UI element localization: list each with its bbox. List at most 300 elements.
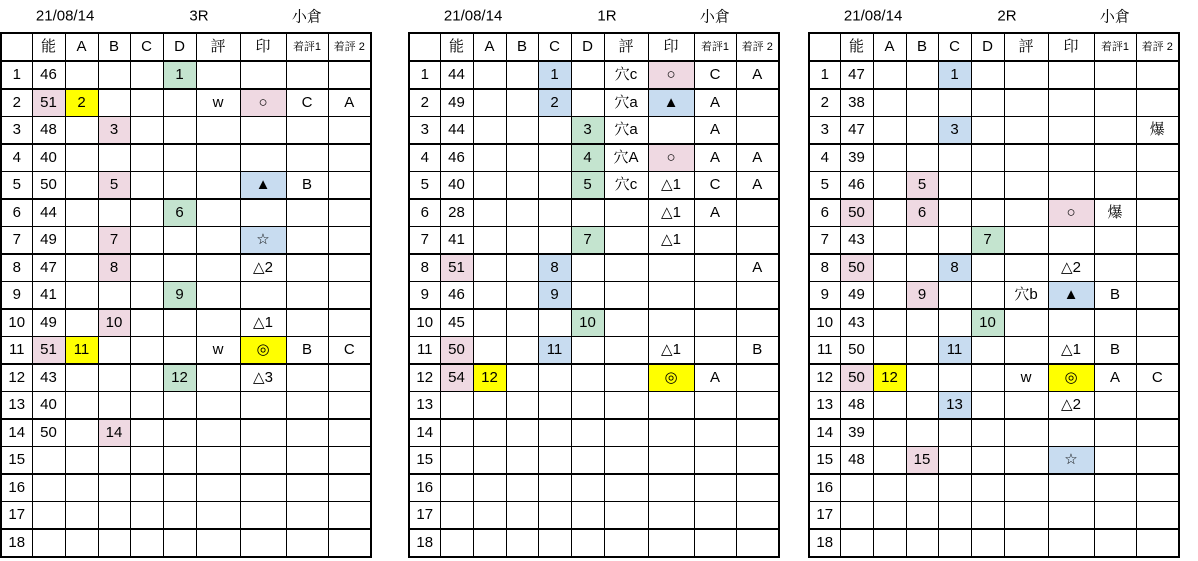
grid-cell-chakuhyo2[interactable]: C xyxy=(1136,364,1179,392)
grid-cell-d[interactable] xyxy=(163,392,196,420)
grid-cell-a[interactable] xyxy=(873,61,906,89)
grid-cell-chakuhyo1[interactable] xyxy=(286,309,328,337)
column-header-nou[interactable]: 能 xyxy=(440,33,473,61)
grid-cell-a[interactable] xyxy=(873,89,906,117)
grid-cell-nou[interactable]: 28 xyxy=(440,199,473,227)
grid-cell-chakuhyo2[interactable] xyxy=(328,502,371,530)
row-number-cell[interactable]: 13 xyxy=(809,392,840,420)
grid-cell-nou[interactable]: 41 xyxy=(440,227,473,255)
grid-cell-in[interactable] xyxy=(240,419,286,447)
grid-cell-a[interactable] xyxy=(65,529,98,557)
grid-cell-d[interactable]: 12 xyxy=(163,364,196,392)
grid-cell-c[interactable] xyxy=(130,89,163,117)
grid-cell-in[interactable] xyxy=(1048,309,1094,337)
grid-cell-nou[interactable]: 46 xyxy=(440,144,473,172)
grid-cell-c[interactable] xyxy=(938,282,971,310)
row-number-cell[interactable]: 18 xyxy=(809,529,840,557)
column-header-b[interactable]: B xyxy=(98,33,130,61)
grid-cell-hyo[interactable]: w xyxy=(196,337,240,365)
grid-cell-nou[interactable]: 51 xyxy=(32,89,65,117)
grid-cell-b[interactable] xyxy=(506,144,538,172)
column-header-hyo[interactable]: 評 xyxy=(604,33,648,61)
grid-cell-c[interactable] xyxy=(938,309,971,337)
grid-cell-in[interactable] xyxy=(1048,117,1094,145)
grid-cell-a[interactable] xyxy=(65,61,98,89)
grid-cell-in[interactable]: △1 xyxy=(240,309,286,337)
grid-cell-b[interactable]: 14 xyxy=(98,419,130,447)
grid-cell-in[interactable] xyxy=(1048,502,1094,530)
grid-cell-chakuhyo2[interactable] xyxy=(736,199,779,227)
grid-cell-c[interactable] xyxy=(130,447,163,475)
grid-cell-d[interactable] xyxy=(163,172,196,200)
row-number-cell[interactable]: 11 xyxy=(809,337,840,365)
row-number-cell[interactable]: 13 xyxy=(409,392,440,420)
grid-cell-hyo[interactable] xyxy=(196,392,240,420)
grid-cell-hyo[interactable] xyxy=(1004,144,1048,172)
row-number-cell[interactable]: 17 xyxy=(809,502,840,530)
grid-cell-d[interactable] xyxy=(163,227,196,255)
grid-cell-b[interactable] xyxy=(906,89,938,117)
grid-cell-in[interactable]: ☆ xyxy=(1048,447,1094,475)
grid-cell-b[interactable] xyxy=(906,61,938,89)
grid-cell-d[interactable] xyxy=(971,337,1004,365)
grid-cell-nou[interactable] xyxy=(440,392,473,420)
grid-cell-hyo[interactable] xyxy=(1004,474,1048,502)
grid-cell-b[interactable] xyxy=(506,199,538,227)
row-number-cell[interactable]: 10 xyxy=(409,309,440,337)
grid-cell-in[interactable]: ▲ xyxy=(648,89,694,117)
race-venue[interactable]: 小倉 xyxy=(291,8,322,26)
grid-cell-chakuhyo1[interactable]: 爆 xyxy=(1094,199,1136,227)
grid-cell-chakuhyo2[interactable]: A xyxy=(736,144,779,172)
row-number-cell[interactable]: 14 xyxy=(809,419,840,447)
grid-cell-d[interactable]: 5 xyxy=(571,172,604,200)
row-number-cell[interactable]: 6 xyxy=(409,199,440,227)
grid-cell-hyo[interactable] xyxy=(604,337,648,365)
grid-cell-c[interactable] xyxy=(130,337,163,365)
grid-cell-chakuhyo1[interactable] xyxy=(1094,474,1136,502)
grid-cell-nou[interactable]: 50 xyxy=(840,199,873,227)
grid-cell-in[interactable] xyxy=(1048,144,1094,172)
grid-cell-a[interactable] xyxy=(473,337,506,365)
grid-cell-chakuhyo1[interactable] xyxy=(286,419,328,447)
column-header-c[interactable]: C xyxy=(130,33,163,61)
grid-cell-chakuhyo1[interactable] xyxy=(286,144,328,172)
grid-cell-hyo[interactable]: 穴c xyxy=(604,172,648,200)
grid-cell-chakuhyo1[interactable] xyxy=(694,254,736,282)
grid-cell-nou[interactable]: 43 xyxy=(32,364,65,392)
grid-cell-b[interactable] xyxy=(906,144,938,172)
grid-cell-a[interactable] xyxy=(65,309,98,337)
row-number-cell[interactable]: 6 xyxy=(1,199,32,227)
grid-cell-a[interactable] xyxy=(65,117,98,145)
grid-cell-in[interactable]: ◎ xyxy=(1048,364,1094,392)
grid-cell-b[interactable] xyxy=(98,502,130,530)
grid-cell-nou[interactable]: 50 xyxy=(440,337,473,365)
grid-cell-b[interactable] xyxy=(506,309,538,337)
grid-cell-in[interactable] xyxy=(1048,529,1094,557)
grid-cell-b[interactable] xyxy=(98,364,130,392)
grid-cell-a[interactable] xyxy=(473,89,506,117)
row-number-cell[interactable]: 17 xyxy=(409,502,440,530)
grid-cell-chakuhyo1[interactable] xyxy=(1094,172,1136,200)
grid-cell-a[interactable] xyxy=(65,199,98,227)
column-header-d[interactable]: D xyxy=(163,33,196,61)
grid-cell-chakuhyo2[interactable] xyxy=(1136,282,1179,310)
grid-cell-a[interactable] xyxy=(473,61,506,89)
grid-cell-d[interactable] xyxy=(163,89,196,117)
grid-cell-chakuhyo2[interactable] xyxy=(328,61,371,89)
column-header-a[interactable]: A xyxy=(873,33,906,61)
grid-cell-c[interactable] xyxy=(938,89,971,117)
column-header-a[interactable]: A xyxy=(473,33,506,61)
grid-cell-b[interactable]: 5 xyxy=(906,172,938,200)
grid-cell-hyo[interactable]: 穴b xyxy=(1004,282,1048,310)
grid-cell-d[interactable] xyxy=(571,337,604,365)
grid-cell-d[interactable] xyxy=(571,502,604,530)
grid-cell-c[interactable]: 11 xyxy=(938,337,971,365)
row-number-cell[interactable]: 1 xyxy=(409,61,440,89)
grid-cell-b[interactable] xyxy=(506,172,538,200)
grid-cell-nou[interactable] xyxy=(32,447,65,475)
grid-cell-nou[interactable]: 50 xyxy=(840,364,873,392)
grid-cell-hyo[interactable] xyxy=(1004,117,1048,145)
grid-cell-nou[interactable]: 50 xyxy=(840,337,873,365)
grid-cell-chakuhyo1[interactable] xyxy=(694,447,736,475)
grid-cell-d[interactable] xyxy=(163,502,196,530)
row-number-cell[interactable]: 12 xyxy=(1,364,32,392)
grid-cell-a[interactable] xyxy=(473,502,506,530)
row-number-cell[interactable]: 4 xyxy=(1,144,32,172)
grid-cell-d[interactable] xyxy=(571,447,604,475)
grid-cell-c[interactable] xyxy=(538,309,571,337)
grid-cell-nou[interactable]: 44 xyxy=(440,61,473,89)
row-number-cell[interactable]: 4 xyxy=(809,144,840,172)
grid-cell-nou[interactable]: 39 xyxy=(840,419,873,447)
grid-cell-d[interactable] xyxy=(571,364,604,392)
grid-cell-d[interactable] xyxy=(971,61,1004,89)
grid-cell-chakuhyo2[interactable] xyxy=(328,172,371,200)
grid-cell-c[interactable] xyxy=(538,474,571,502)
grid-cell-chakuhyo1[interactable] xyxy=(694,474,736,502)
column-header-in[interactable]: 印 xyxy=(1048,33,1094,61)
grid-cell-d[interactable] xyxy=(971,447,1004,475)
column-header-row-number[interactable] xyxy=(1,33,32,61)
grid-cell-chakuhyo2[interactable] xyxy=(328,282,371,310)
grid-cell-a[interactable] xyxy=(473,447,506,475)
grid-cell-b[interactable] xyxy=(906,502,938,530)
row-number-cell[interactable]: 12 xyxy=(809,364,840,392)
grid-cell-in[interactable] xyxy=(648,529,694,557)
grid-cell-nou[interactable]: 50 xyxy=(32,419,65,447)
grid-cell-a[interactable] xyxy=(65,502,98,530)
grid-cell-chakuhyo2[interactable] xyxy=(736,364,779,392)
grid-cell-chakuhyo1[interactable]: A xyxy=(1094,364,1136,392)
grid-cell-b[interactable] xyxy=(506,61,538,89)
grid-cell-nou[interactable]: 46 xyxy=(840,172,873,200)
grid-cell-nou[interactable] xyxy=(440,447,473,475)
grid-cell-b[interactable] xyxy=(906,309,938,337)
grid-cell-d[interactable] xyxy=(163,419,196,447)
grid-cell-a[interactable] xyxy=(873,172,906,200)
grid-cell-chakuhyo1[interactable]: B xyxy=(1094,282,1136,310)
grid-cell-a[interactable] xyxy=(873,309,906,337)
grid-cell-b[interactable] xyxy=(506,282,538,310)
grid-cell-in[interactable]: ◎ xyxy=(648,364,694,392)
grid-cell-d[interactable] xyxy=(971,364,1004,392)
grid-cell-c[interactable] xyxy=(130,419,163,447)
grid-cell-chakuhyo2[interactable] xyxy=(328,117,371,145)
grid-cell-a[interactable] xyxy=(473,419,506,447)
grid-cell-in[interactable] xyxy=(240,474,286,502)
grid-cell-chakuhyo2[interactable] xyxy=(736,117,779,145)
grid-cell-hyo[interactable] xyxy=(1004,61,1048,89)
grid-cell-b[interactable] xyxy=(98,89,130,117)
grid-cell-nou[interactable]: 50 xyxy=(32,172,65,200)
grid-cell-c[interactable] xyxy=(130,392,163,420)
grid-cell-c[interactable] xyxy=(130,61,163,89)
grid-cell-c[interactable] xyxy=(538,419,571,447)
grid-cell-chakuhyo2[interactable] xyxy=(1136,419,1179,447)
grid-cell-hyo[interactable] xyxy=(196,61,240,89)
column-header-nou[interactable]: 能 xyxy=(32,33,65,61)
grid-cell-d[interactable] xyxy=(971,474,1004,502)
grid-cell-c[interactable]: 11 xyxy=(538,337,571,365)
grid-cell-d[interactable] xyxy=(571,529,604,557)
grid-cell-in[interactable]: ○ xyxy=(240,89,286,117)
grid-cell-c[interactable] xyxy=(938,364,971,392)
grid-cell-nou[interactable]: 47 xyxy=(840,61,873,89)
grid-cell-a[interactable] xyxy=(473,529,506,557)
column-header-chakuhyo2[interactable]: 着評 2 xyxy=(736,33,779,61)
column-header-chakuhyo1[interactable]: 着評1 xyxy=(286,33,328,61)
grid-cell-c[interactable]: 2 xyxy=(538,89,571,117)
grid-cell-chakuhyo1[interactable]: A xyxy=(694,199,736,227)
grid-cell-d[interactable] xyxy=(971,144,1004,172)
grid-cell-in[interactable]: △2 xyxy=(240,254,286,282)
grid-cell-hyo[interactable]: 穴A xyxy=(604,144,648,172)
grid-cell-a[interactable]: 11 xyxy=(65,337,98,365)
grid-cell-d[interactable] xyxy=(163,529,196,557)
grid-cell-b[interactable]: 10 xyxy=(98,309,130,337)
grid-cell-b[interactable] xyxy=(906,337,938,365)
row-number-cell[interactable]: 13 xyxy=(1,392,32,420)
grid-cell-b[interactable] xyxy=(506,337,538,365)
grid-cell-chakuhyo1[interactable] xyxy=(1094,227,1136,255)
grid-cell-chakuhyo2[interactable] xyxy=(1136,254,1179,282)
grid-cell-d[interactable] xyxy=(163,337,196,365)
grid-cell-d[interactable] xyxy=(971,117,1004,145)
grid-cell-hyo[interactable] xyxy=(604,502,648,530)
grid-cell-d[interactable] xyxy=(163,254,196,282)
grid-cell-chakuhyo2[interactable] xyxy=(1136,392,1179,420)
grid-cell-nou[interactable]: 38 xyxy=(840,89,873,117)
grid-cell-chakuhyo1[interactable] xyxy=(286,227,328,255)
race-number[interactable]: 2R xyxy=(997,7,1017,25)
grid-cell-in[interactable] xyxy=(1048,419,1094,447)
race-date[interactable]: 21/08/14 xyxy=(35,7,95,25)
grid-cell-a[interactable] xyxy=(473,282,506,310)
grid-cell-b[interactable] xyxy=(506,392,538,420)
grid-cell-a[interactable] xyxy=(873,117,906,145)
grid-cell-hyo[interactable] xyxy=(1004,419,1048,447)
grid-cell-hyo[interactable] xyxy=(196,199,240,227)
grid-cell-nou[interactable] xyxy=(32,502,65,530)
row-number-cell[interactable]: 2 xyxy=(809,89,840,117)
grid-cell-chakuhyo1[interactable] xyxy=(286,364,328,392)
grid-cell-chakuhyo1[interactable] xyxy=(694,392,736,420)
grid-cell-hyo[interactable] xyxy=(604,419,648,447)
row-number-cell[interactable]: 1 xyxy=(809,61,840,89)
row-number-cell[interactable]: 2 xyxy=(1,89,32,117)
grid-cell-b[interactable] xyxy=(98,199,130,227)
grid-cell-d[interactable]: 7 xyxy=(971,227,1004,255)
grid-cell-c[interactable] xyxy=(938,474,971,502)
row-number-cell[interactable]: 11 xyxy=(409,337,440,365)
grid-cell-in[interactable]: ○ xyxy=(648,144,694,172)
row-number-cell[interactable]: 5 xyxy=(409,172,440,200)
grid-cell-b[interactable]: 9 xyxy=(906,282,938,310)
grid-cell-a[interactable] xyxy=(873,529,906,557)
grid-cell-chakuhyo1[interactable] xyxy=(286,392,328,420)
grid-cell-hyo[interactable] xyxy=(196,144,240,172)
grid-cell-hyo[interactable]: w xyxy=(196,89,240,117)
grid-cell-hyo[interactable]: 穴a xyxy=(604,117,648,145)
grid-cell-in[interactable] xyxy=(240,502,286,530)
grid-cell-b[interactable] xyxy=(906,227,938,255)
row-number-cell[interactable]: 8 xyxy=(409,254,440,282)
grid-cell-in[interactable]: △1 xyxy=(1048,337,1094,365)
grid-cell-d[interactable] xyxy=(571,392,604,420)
row-number-cell[interactable]: 16 xyxy=(809,474,840,502)
grid-cell-chakuhyo2[interactable] xyxy=(328,254,371,282)
grid-cell-chakuhyo1[interactable] xyxy=(1094,419,1136,447)
column-header-hyo[interactable]: 評 xyxy=(196,33,240,61)
grid-cell-hyo[interactable] xyxy=(604,309,648,337)
column-header-chakuhyo2[interactable]: 着評 2 xyxy=(1136,33,1179,61)
grid-cell-d[interactable]: 9 xyxy=(163,282,196,310)
grid-cell-a[interactable] xyxy=(473,309,506,337)
grid-cell-hyo[interactable] xyxy=(604,392,648,420)
race-venue[interactable]: 小倉 xyxy=(1099,8,1130,26)
grid-cell-chakuhyo1[interactable]: B xyxy=(1094,337,1136,365)
grid-cell-a[interactable] xyxy=(65,364,98,392)
grid-cell-a[interactable] xyxy=(65,144,98,172)
grid-cell-a[interactable] xyxy=(473,474,506,502)
grid-cell-chakuhyo1[interactable]: B xyxy=(286,172,328,200)
grid-cell-chakuhyo1[interactable] xyxy=(286,502,328,530)
grid-cell-nou[interactable]: 48 xyxy=(840,392,873,420)
grid-cell-a[interactable] xyxy=(473,117,506,145)
grid-cell-b[interactable] xyxy=(506,117,538,145)
grid-cell-b[interactable] xyxy=(506,254,538,282)
grid-cell-hyo[interactable] xyxy=(196,309,240,337)
row-number-cell[interactable]: 14 xyxy=(1,419,32,447)
race-date[interactable]: 21/08/14 xyxy=(843,7,903,25)
grid-cell-b[interactable] xyxy=(506,364,538,392)
column-header-c[interactable]: C xyxy=(938,33,971,61)
grid-cell-d[interactable] xyxy=(571,419,604,447)
grid-cell-chakuhyo1[interactable] xyxy=(1094,89,1136,117)
grid-cell-chakuhyo1[interactable]: C xyxy=(286,89,328,117)
row-number-cell[interactable]: 12 xyxy=(409,364,440,392)
grid-cell-nou[interactable] xyxy=(840,474,873,502)
grid-cell-hyo[interactable] xyxy=(196,474,240,502)
grid-cell-nou[interactable]: 47 xyxy=(32,254,65,282)
grid-cell-chakuhyo1[interactable] xyxy=(1094,254,1136,282)
grid-cell-chakuhyo2[interactable] xyxy=(328,199,371,227)
grid-cell-in[interactable] xyxy=(240,144,286,172)
grid-cell-nou[interactable]: 49 xyxy=(32,309,65,337)
grid-cell-a[interactable] xyxy=(873,337,906,365)
grid-cell-chakuhyo2[interactable] xyxy=(328,144,371,172)
grid-cell-in[interactable] xyxy=(240,392,286,420)
column-header-c[interactable]: C xyxy=(538,33,571,61)
grid-cell-nou[interactable]: 40 xyxy=(32,392,65,420)
grid-cell-chakuhyo1[interactable]: C xyxy=(694,172,736,200)
grid-cell-chakuhyo1[interactable] xyxy=(694,227,736,255)
grid-cell-b[interactable] xyxy=(906,117,938,145)
grid-cell-chakuhyo2[interactable] xyxy=(328,529,371,557)
grid-cell-d[interactable] xyxy=(571,254,604,282)
grid-cell-c[interactable] xyxy=(538,529,571,557)
grid-cell-nou[interactable] xyxy=(440,419,473,447)
grid-cell-hyo[interactable] xyxy=(1004,309,1048,337)
grid-cell-chakuhyo2[interactable] xyxy=(1136,337,1179,365)
grid-cell-a[interactable] xyxy=(65,227,98,255)
grid-cell-hyo[interactable] xyxy=(604,227,648,255)
column-header-hyo[interactable]: 評 xyxy=(1004,33,1048,61)
grid-cell-a[interactable] xyxy=(65,474,98,502)
column-header-in[interactable]: 印 xyxy=(648,33,694,61)
grid-cell-chakuhyo2[interactable] xyxy=(736,529,779,557)
grid-cell-a[interactable] xyxy=(65,392,98,420)
grid-cell-hyo[interactable] xyxy=(604,254,648,282)
grid-cell-d[interactable] xyxy=(163,447,196,475)
grid-cell-c[interactable] xyxy=(130,282,163,310)
grid-cell-chakuhyo1[interactable] xyxy=(286,254,328,282)
grid-cell-d[interactable] xyxy=(163,144,196,172)
row-number-cell[interactable]: 16 xyxy=(409,474,440,502)
row-number-cell[interactable]: 6 xyxy=(809,199,840,227)
grid-cell-chakuhyo1[interactable] xyxy=(286,61,328,89)
column-header-b[interactable]: B xyxy=(506,33,538,61)
grid-cell-c[interactable] xyxy=(938,199,971,227)
grid-cell-hyo[interactable] xyxy=(1004,89,1048,117)
grid-cell-chakuhyo1[interactable] xyxy=(286,447,328,475)
grid-cell-hyo[interactable] xyxy=(196,254,240,282)
grid-cell-chakuhyo2[interactable] xyxy=(1136,144,1179,172)
grid-cell-a[interactable] xyxy=(873,144,906,172)
grid-cell-c[interactable] xyxy=(938,447,971,475)
grid-cell-c[interactable] xyxy=(538,227,571,255)
grid-cell-in[interactable]: △1 xyxy=(648,227,694,255)
grid-cell-d[interactable] xyxy=(971,419,1004,447)
grid-cell-nou[interactable] xyxy=(32,474,65,502)
grid-cell-c[interactable] xyxy=(130,199,163,227)
grid-cell-chakuhyo2[interactable]: A xyxy=(328,89,371,117)
grid-cell-chakuhyo1[interactable]: A xyxy=(694,117,736,145)
grid-cell-c[interactable] xyxy=(130,529,163,557)
grid-cell-chakuhyo2[interactable] xyxy=(736,447,779,475)
grid-cell-nou[interactable] xyxy=(840,502,873,530)
grid-cell-d[interactable] xyxy=(971,89,1004,117)
grid-cell-a[interactable] xyxy=(65,254,98,282)
grid-cell-c[interactable] xyxy=(130,309,163,337)
row-number-cell[interactable]: 4 xyxy=(409,144,440,172)
grid-cell-c[interactable] xyxy=(938,529,971,557)
row-number-cell[interactable]: 5 xyxy=(809,172,840,200)
